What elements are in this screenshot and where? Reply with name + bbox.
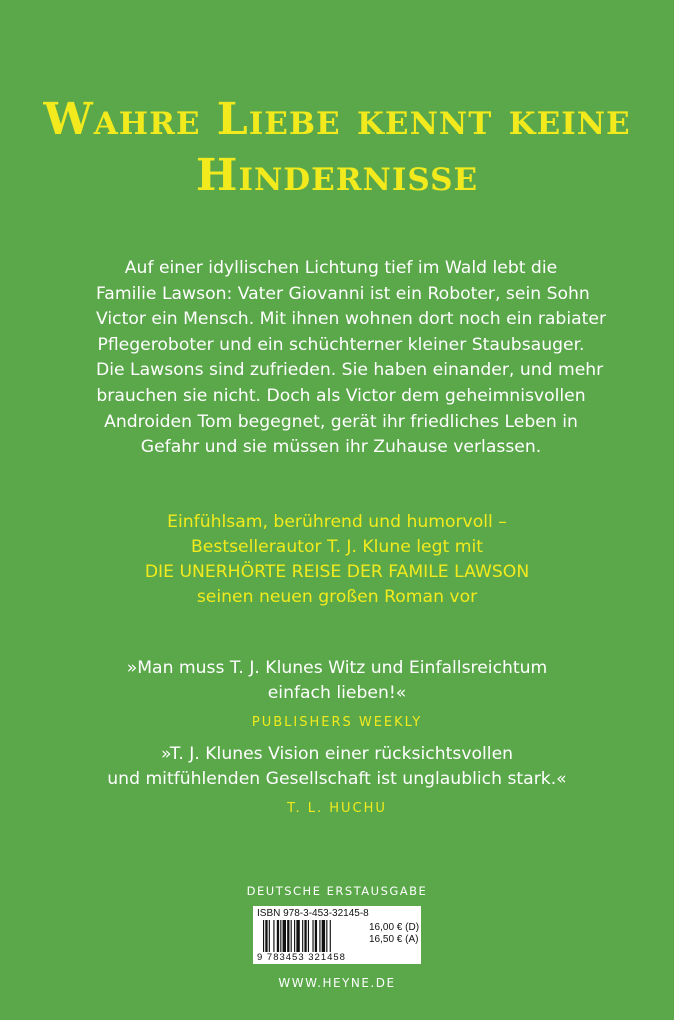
tagline-line: Bestsellerautor T. J. Klune legt mit xyxy=(191,537,483,557)
blurb-line: Familie Lawson: Vater Giovanni ist ein Roboter, sein Sohn xyxy=(96,283,590,304)
blurb-line: Auf einer idyllischen Lichtung tief im Wald lebt die xyxy=(124,258,558,278)
review-quote-1 xyxy=(0,656,674,735)
blurb-paragraph xyxy=(96,256,607,461)
tagline-line: seinen neuen großen Roman vor xyxy=(196,587,478,607)
tagline xyxy=(0,510,674,610)
quote-source: T. L. HUCHU xyxy=(287,801,387,816)
headline-line-1: Wahre Liebe kennt keine xyxy=(43,94,631,145)
barcode-box xyxy=(253,906,421,964)
edition-label: DEUTSCHE ERSTAUSGABE xyxy=(246,884,428,898)
isbn-text: ISBN 978-3-453-32145-8 xyxy=(257,908,369,919)
blurb-line: Androiden Tom begegnet, gerät ihr friedliches Leben in xyxy=(104,411,578,432)
headline xyxy=(0,92,674,204)
tagline-line: DIE UNERHÖRTE REISE DER FAMILE LAWSON xyxy=(144,562,530,582)
barcode-icon xyxy=(263,920,363,952)
price-germany: 16,00 € (D) xyxy=(369,922,420,933)
blurb-line: Die Lawsons sind zufrieden. Sie haben einander, und mehr xyxy=(96,360,604,381)
price-block xyxy=(369,922,419,946)
publisher-website: WWW.HEYNE.DE xyxy=(278,976,396,990)
tagline-line: Einfühlsam, berührend und humorvoll – xyxy=(167,512,507,532)
blurb-line: Pflegeroboter und ein schüchterner kleiner Staubsauger. xyxy=(97,334,585,355)
barcode-digits: 9 783453 321458 xyxy=(257,952,346,963)
blurb-line: brauchen sie nicht. Doch als Victor dem geheimnisvollen xyxy=(96,385,586,406)
headline-line-2: Hindernisse xyxy=(195,150,479,201)
quote-source: PUBLISHERS WEEKLY xyxy=(251,715,423,730)
blurb-line: Victor ein Mensch. Mit ihnen wohnen dort noch ein rabiater xyxy=(96,309,607,330)
quote-line: »T. J. Klunes Vision einer rücksichtsvollen xyxy=(160,744,514,764)
quote-line: einfach lieben!« xyxy=(267,683,407,703)
quote-line: und mitfühlenden Gesellschaft ist unglaublich stark.« xyxy=(107,769,567,789)
blurb-line: Gefahr und sie müssen ihr Zuhause verlassen. xyxy=(140,437,542,458)
review-quote-2 xyxy=(0,742,674,821)
price-austria: 16,50 € (A) xyxy=(369,934,419,945)
quote-line: »Man muss T. J. Klunes Witz und Einfallsreichtum xyxy=(126,658,548,678)
